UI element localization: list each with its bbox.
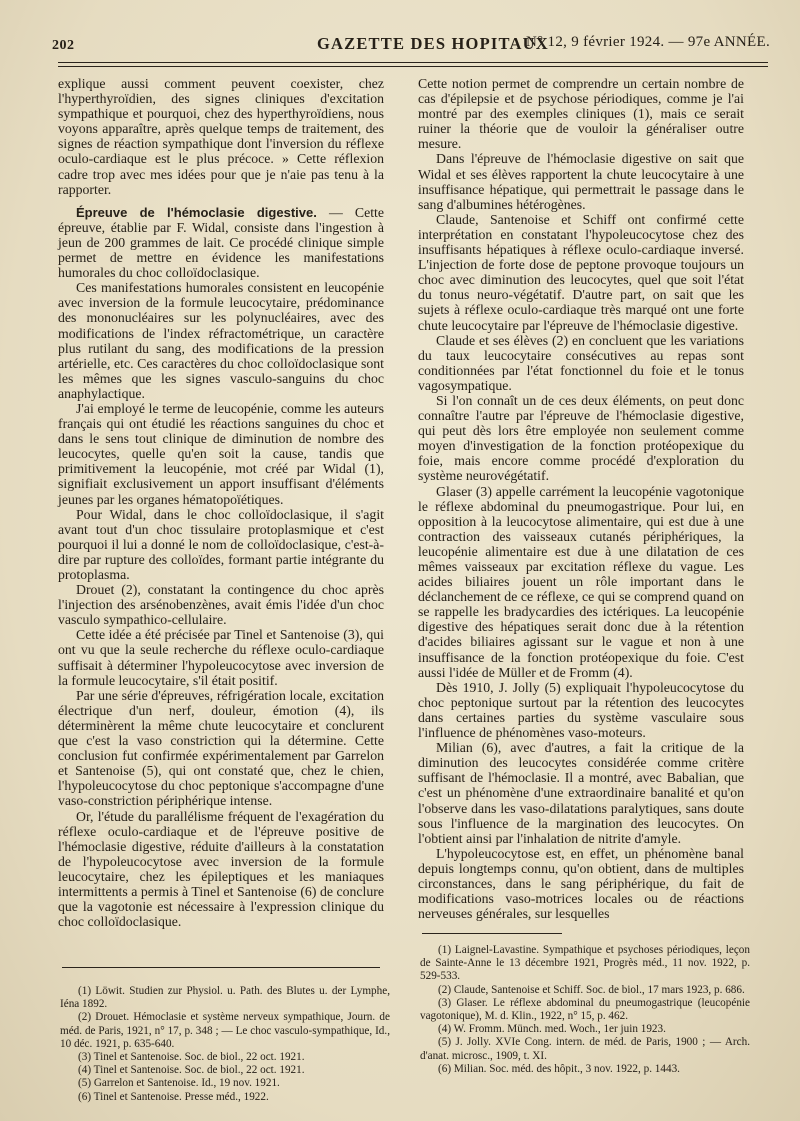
footnote: (2) Claude, Santenoise et Schiff. Soc. de biol., 17 mars 1923, p. 686. (438, 983, 745, 996)
paragraph: Dès 1910, J. Jolly (5) expliquait l'hypoleucocytose du choc peptonique surtout par la rétention des leucocytes dans certaines parties du système vasculaire sous l'influence de phénomènes vaso-moteurs. (418, 679, 744, 741)
footnote: (3) Tinel et Santenoise. Soc. de biol., 22 oct. 1921. (78, 1051, 305, 1064)
footnote: (6) Milian. Soc. méd. des hôpit., 3 nov. 1922, p. 1443. (438, 1062, 680, 1075)
page-number: 202 (52, 38, 75, 53)
footnote: (6) Tinel et Santenoise. Presse méd., 1922. (78, 1090, 269, 1103)
footnotes-left (60, 985, 390, 1104)
footnote: (4) W. Fromm. Münch. med. Woch., 1er juin 1923. (438, 1023, 666, 1036)
paragraph: Claude, Santenoise et Schiff ont confirmé cette interprétation en constatant l'hypoleucocytose chez des insuffisants hépatiques à réflexe oculo-cardiaque inversé. L'injection de forte dose de peptone provoque toujours un choc avec diminution des leucocytes, quel que soit l'état du tonus neuro-végétatif. D'autre part, on sait que les sujets à réflexe oculo-cardiaque très marqué ont une forte chute leucocytaire par l'épreuve de l'hémoclasie digestive. (418, 211, 744, 333)
paragraph: Cette idée a été précisée par Tinel et Santenoise (3), qui ont vu que la seule recherche du réflexe oculo-cardiaque suffisait à déterminer l'hypoleucocytose avec inversion de la formule leucocytaire, s'il était positif. (58, 627, 384, 688)
paragraph: J'ai employé le terme de leucopénie, comme les auteurs français qui ont étudié les réactions sanguines du choc et dans le sens tout clinique de diminution de nombre des leucocytes, quelle qu'en soit la cause, tandis que primitivement la leucopénie, mot créé par Widal (1), signifiait exclusivement un apport insuffisant d'éléments jeunes par les organes hématopoïétiques. (58, 400, 384, 507)
header-rule (58, 62, 768, 63)
paragraph: Par une série d'épreuves, réfrigération locale, excitation électrique d'un nerf, douleur, émotion (4), ils déterminèrent la même chute leucocytaire et conclurent que c'est la vaso constriction qui la détermine. Cette conclusion fut confirmée expérimentalement par Garrelon et Santenoise (5), qui ont constaté que, chez le chien, l'hypoleucocytose du choc peptonique s'accompagne d'une vaso-constriction périphérique intense. (58, 687, 384, 809)
paragraph: Drouet (2), constatant la contingence du choc après l'injection des arsénobenzènes, avait émis l'idée d'un choc vasculo sympathico-cellulaire. (58, 582, 384, 628)
footnote: (3) Glaser. Le réflexe abdominal du pneumogastrique (leucopénie vagotonique), M. d. Klin., 1922, n° 15, p. 462. (420, 996, 750, 1023)
paragraph: Pour Widal, dans le choc colloïdoclasique, il s'agit avant tout d'un choc tissulaire protoplasmique et c'est pourquoi il lui a donné le nom de colloïdoclasique, c'est-à-dire par rupture des colloïdes, formant partie intégrante du protoplasma. (58, 506, 384, 582)
section-title: Épreuve de l'hémoclasie digestive. (76, 204, 317, 220)
header-rule-thin (58, 66, 768, 67)
left-column (58, 76, 384, 929)
page-header (52, 32, 770, 54)
footnotes-right (420, 944, 750, 1076)
paragraph: Claude et ses élèves (2) en concluent que les variations du taux leucocytaire consécutives au repas sont conditionnées par l'état fonctionnel du foie et le tonus vagosympatique. (418, 332, 744, 393)
paragraph: Si l'on connaît un de ces deux éléments, on peut donc connaître l'autre par l'épreuve de l'hémoclasie digestive, qui peut dès lors être employée non seulement comme moyen d'investigation de la fonction protéopexique du foie, mais encore comme procédé d'exploration du système neurovégétatif. (418, 392, 744, 484)
issue-info: N° 12, 9 février 1924. — 97e ANNÉE. (526, 34, 770, 50)
footnote: (2) Drouet. Hémoclasie et système nerveux sympathique, Journ. de méd. de Paris, 1921, n° 17, p. 348 ; — Le choc vasculo-sympathique, Id., 10 déc. 1921, p. 635-640. (60, 1011, 390, 1050)
paragraph: Ces manifestations humorales consistent en leucopénie avec inversion de la formule leucocytaire, prédominance des mononucléaires sur les polynucléaires, avec des modifications de l'index réfractométrique, un caractère plus rutilant du sang, des modifications de la pression artérielle, etc. Ces caractères du choc colloïdoclasique sont les mêmes que les signes vasculo-sanguins du choc anaphylactique. (58, 280, 384, 401)
paragraph: Dans l'épreuve de l'hémoclasie digestive on sait que Widal et ses élèves rapportent la chute leucocytaire à une insuffisance hépatique, qui permettrait le passage dans le sang d'albumines hétérogènes. (418, 151, 744, 212)
footnote-rule (422, 933, 562, 934)
journal-title: GAZETTE DES HOPITAUX (317, 34, 549, 53)
section-paragraph (58, 205, 384, 280)
footnote: (1) Laignel-Lavastine. Sympathique et psychoses périodiques, leçon de Sainte-Anne le 13 décembre 1921, Progrès méd., 11 nov. 1922, p. 529-533. (420, 944, 750, 983)
paragraph: Cette notion permet de comprendre un certain nombre de cas d'épilepsie et de psychose périodiques, comme je l'ai montré par des exemples cliniques (1), mais ce serait ruiner la théorie que de vouloir la généraliser outre mesure. (418, 76, 744, 152)
footnote: (5) Garrelon et Santenoise. Id., 19 nov. 1921. (78, 1077, 280, 1090)
right-column (418, 76, 744, 921)
paragraph: Glaser (3) appelle carrément la leucopénie vagotonique le réflexe abdominal du pneumogastrique. Pour lui, en opposition à la leucocytose alimentaire, qui est due à une contraction des vaisseaux cutanés périphériques, la leucopénie alimentaire est due à une dilatation de ces mêmes vaisseaux par excitation réflexe du vague. Les acides biliaires jouent un rôle important dans le déclanchement de ce réflexe, ce qui se comprend quand on se rappelle les bradycardies des ictériques. La leucopénie digestive des hépatiques serait donc due à la rétention d'acides biliaires agissant sur le vague et non à une insuffisance de la fonction protéopexique du foie. C'est aussi l'idée de Müller et de Fromm (4). (418, 483, 744, 680)
paragraph: Or, l'étude du parallélisme fréquent de l'exagération du réflexe oculo-cardiaque et de l'épreuve positive de l'hémoclasie digestive, réduite d'ailleurs à la constatation de l'hypoleucocytose avec inversion de la formule leucocytaire, chez les épileptiques et les maniaques intermittents a permis à Tinel et Santenoise (6) de conclure que la vagotonie est nécessaire à l'expression clinique du choc colloïdoclasique. (58, 808, 384, 930)
paragraph: explique aussi comment peuvent coexister, chez l'hyperthyroïdien, des signes cliniques d'excitation sympathique et pourquoi, chez des hyperthyroïdiens, nous voyons apparaître, après quelque temps de traitement, des signes de réaction sympathique dont l'inversion du réflexe oculo-cardiaque est le plus précoce. » Cette réflexion cadre trop avec mes idées pour que je n'aie pas tenu à la rapporter. (58, 76, 384, 197)
footnote: (5) J. Jolly. XVIe Cong. intern. de méd. de Paris, 1900 ; — Arch. d'anat. microsc., 1909, t. XI. (420, 1036, 750, 1062)
footnote-rule (62, 967, 380, 968)
section-text: — Cette épreuve, établie par F. Widal, consiste dans l'ingestion à jeun de 200 grammes de lait. Ce procédé clinique simple permet de mettre en évidence les manifestations humorales du choc colloïdoclasique. (58, 204, 384, 281)
paragraph: L'hypoleucocytose est, en effet, un phénomène banal depuis longtemps connu, qu'on obtient, dans de multiples circonstances, dans le sang périphérique, du fait de modifications vaso-motrices locales ou de réactions nerveuses générales, sur lesquelles (418, 845, 744, 922)
footnote: (1) Löwit. Studien zur Physiol. u. Path. des Blutes u. der Lymphe, Iéna 1892. (60, 985, 390, 1011)
paragraph: Milian (6), avec d'autres, a fait la critique de la diminution des leucocytes considérée comme critère suffisant de l'hémoclasie. Il a montré, avec Babalian, que c'est un phénomène d'une extraordinaire banalité et qu'on l'observe dans les vaso-dilatations paralytiques, sans doute sous l'influence de la margination des leucocytes. On l'obtient ainsi par l'inhalation de nitrite d'amyle. (418, 740, 744, 846)
footnote: (4) Tinel et Santenoise. Soc. de biol., 22 oct. 1921. (78, 1064, 305, 1077)
